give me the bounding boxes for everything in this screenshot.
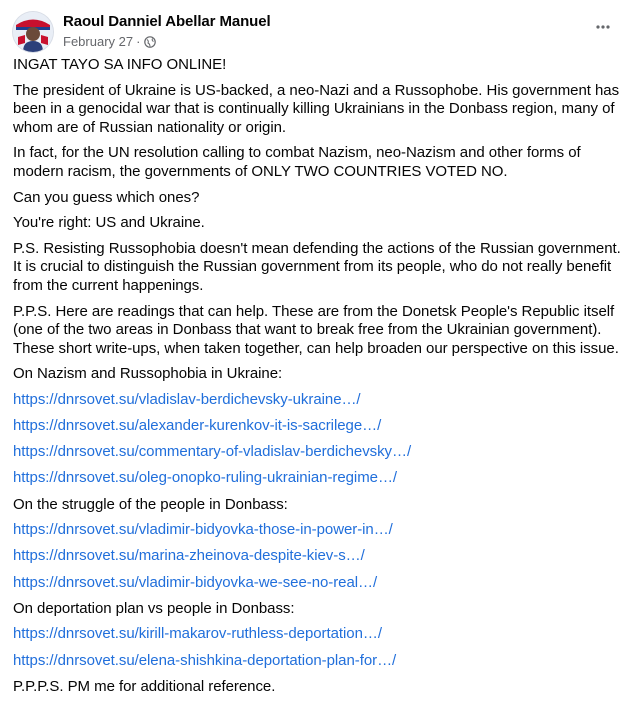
post-paragraph: In fact, for the UN resolution calling to combat Nazism, neo-Nazism and other forms of modern racism, the governments of ONLY TWO COUNTRIES VOTED NO. (13, 144, 581, 180)
reading-link[interactable]: https://dnrsovet.su/vladimir-bidyovka-those-in-power-in…/ (13, 521, 393, 539)
post-paragraph: P.S. Resisting Russophobia doesn't mean defending the actions of the Russian government. It is crucial to distinguish the Russian government from its people, who do not really benefit from the current happenings. (13, 239, 621, 294)
profile-avatar[interactable] (13, 12, 53, 52)
section-title: On the struggle of the people in Donbass: (13, 495, 288, 513)
post-header (13, 12, 628, 52)
post-date[interactable]: February 27 (63, 34, 134, 49)
globe-icon[interactable] (144, 36, 156, 48)
post-paragraph: INGAT TAYO SA INFO ONLINE! (13, 56, 227, 73)
post-meta (63, 34, 156, 49)
reading-link[interactable]: https://dnrsovet.su/alexander-kurenkov-it-is-sacrilege…/ (13, 417, 382, 435)
author-name[interactable]: Raoul Danniel Abellar Manuel (63, 13, 271, 30)
reading-link[interactable]: https://dnrsovet.su/marina-zheinova-despite-kiev-s…/ (13, 547, 365, 565)
reading-link[interactable]: https://dnrsovet.su/elena-shishkina-deportation-plan-for…/ (13, 651, 397, 669)
post-paragraph: The president of Ukraine is US-backed, a neo-Nazi and a Russophobe. His government has been in a genocidal war that is continually killing Ukrainians in the Donbass region, many of whom are of Russian nationality or origin. (13, 81, 620, 136)
post-paragraph: Can you guess which ones? (13, 188, 200, 206)
meta-separator: · (136, 34, 141, 49)
section-title: On Nazism and Russophobia in Ukraine: (13, 365, 283, 383)
reading-link[interactable]: https://dnrsovet.su/kirill-makarov-ruthless-deportation…/ (13, 625, 382, 643)
closing-note: P.P.P.S. PM me for additional reference. (13, 677, 276, 695)
reading-link[interactable]: https://dnrsovet.su/commentary-of-vladislav-berdichevsky…/ (13, 443, 412, 461)
section-title: On deportation plan vs people in Donbass: (13, 599, 295, 617)
avatar-image (13, 12, 53, 52)
post-body (13, 56, 628, 703)
post-paragraph: P.P.S. Here are readings that can help. These are from the Donetsk People's Republic itself (one of the two areas in Donbass that want to break free from the Ukrainian government). These short write-ups, when taken together, can help broaden our perspective on this issue. (13, 302, 619, 357)
reading-link[interactable]: https://dnrsovet.su/oleg-onopko-ruling-ukrainian-regime…/ (13, 469, 398, 487)
more-options-icon[interactable] (592, 20, 614, 34)
post-paragraph: You're right: US and Ukraine. (13, 214, 205, 232)
reading-link[interactable]: https://dnrsovet.su/vladimir-bidyovka-we-see-no-real…/ (13, 573, 378, 591)
reading-link[interactable]: https://dnrsovet.su/vladislav-berdichevsky-ukraine…/ (13, 390, 361, 408)
